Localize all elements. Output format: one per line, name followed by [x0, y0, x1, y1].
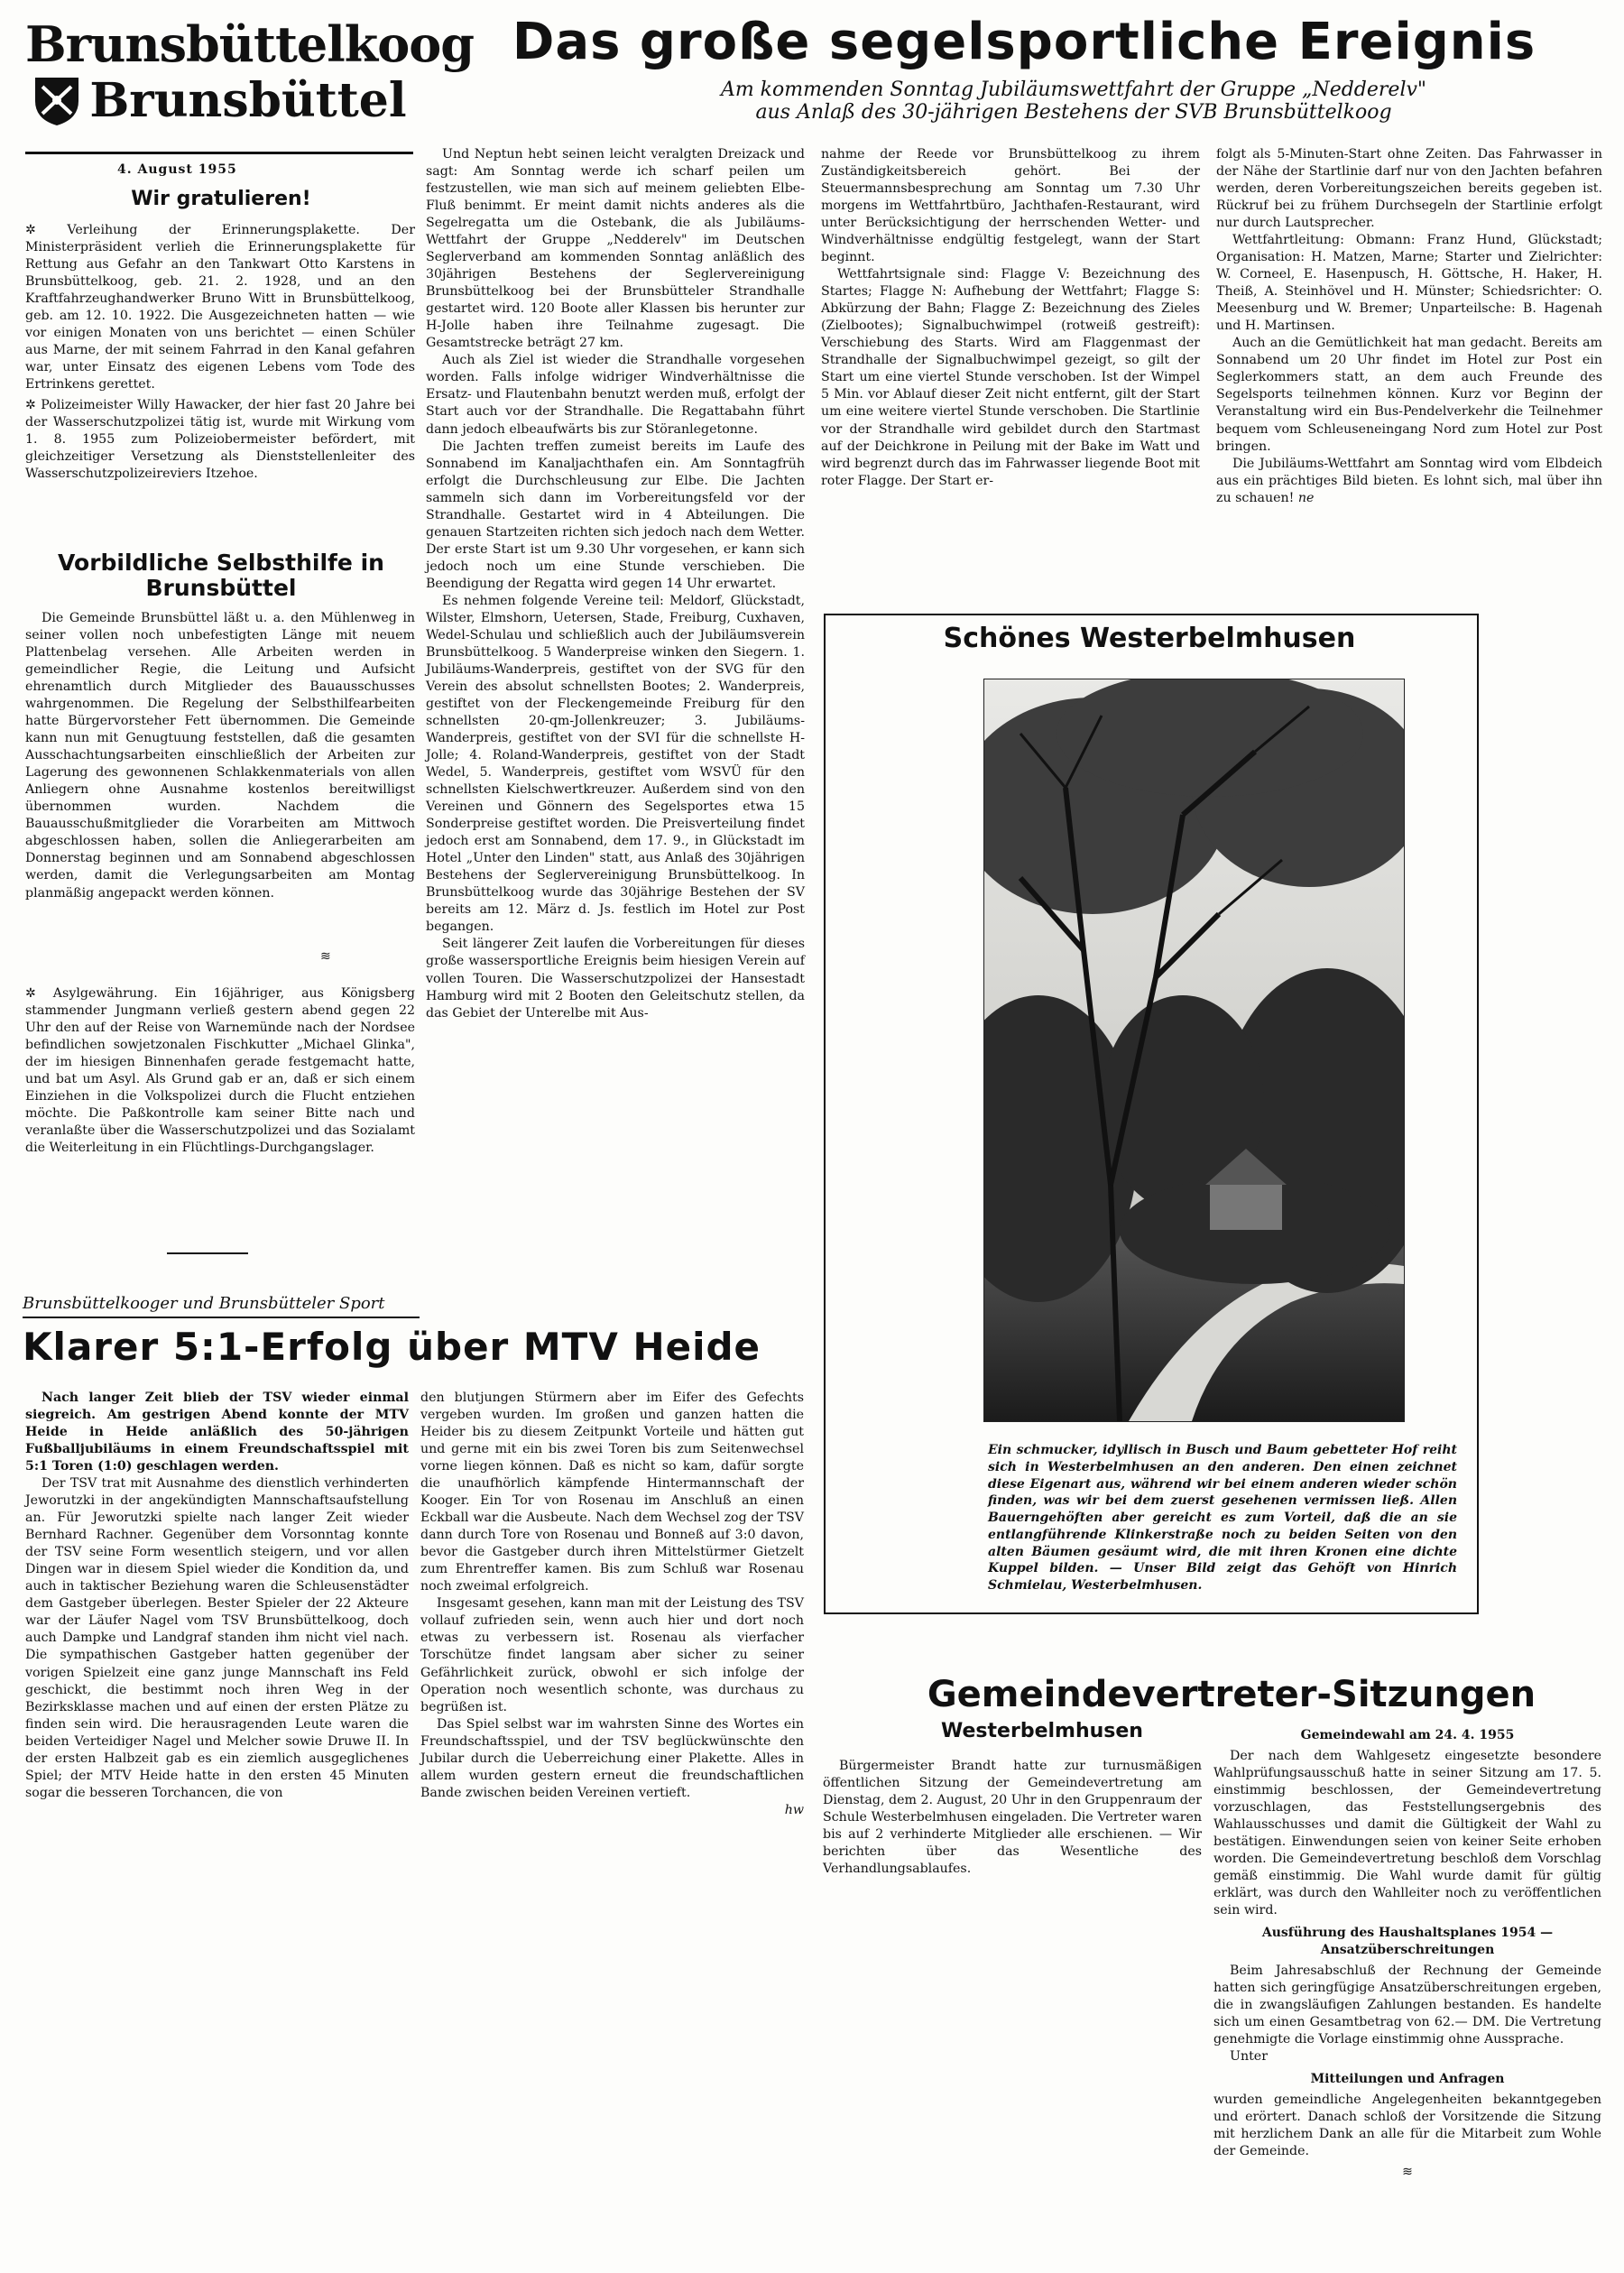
photo-feature-title: Schönes Westerbelmhusen	[943, 623, 1356, 654]
regatta-p4: Es nehmen folgende Vereine teil: Meldorf, Glückstadt, Wilster, Elmshorn, Uetersen, Stade, Freiburg, Cuxhaven, Wedel-Schulau und schließlich auch der Jubiläumsverein Brunsbüttelkoog. 5 Wanderpreise winken den Siegern. 1. Jubiläums-Wanderpreis, gestiftet von der SVG für den Verein des absolut schnellsten Bootes; 2. Wanderpreis, gestiftet von der Fleckengemeinde Freiburg für den schnellsten 20-qm-Jollenkreuzer; 3. Jubiläums-Wanderpreis, gestiftet von der SVI für die schnellste H-Jolle; 4. Roland-Wanderpreis, gestiftet von der Stadt Wedel, 5. Wanderpreis, gestiftet vom WSVÜ für den schnellsten Kielschwertkreuzer. Außerdem sind von den Vereinen und Gönnern des Segelsportes etwa 15 Sonderpreise gestiftet worden. Die Preisverteilung findet jedoch erst am Sonnabend, dem 17. 9., in Glückstadt im Hotel „Unter den Linden" statt, aus Anlaß des 30jährigen Bestehens der Seglervereinigung Brunsbüttelkoog. In Brunsbüttelkoog wurde das 30jährige Bestehen der SV bereits am 12. März d. Js. festlich im Hotel zur Post begangen.	[426, 593, 805, 935]
council-unter: Unter	[1230, 2048, 1268, 2064]
farmstead-photo	[983, 679, 1405, 1422]
sport-headline: Klarer 5:1-Erfolg über MTV Heide	[23, 1325, 761, 1369]
column-sport-2	[420, 1390, 804, 1819]
masthead-line1: Brunsbüttelkoog	[25, 15, 474, 73]
masthead-rule	[25, 152, 413, 154]
council-p1: Bürgermeister Brandt hatte zur turnusmäßigen öffentlichen Sitzung der Gemeindevertretung am Dienstag, dem 2. August, 20 Uhr in den Gruppenraum der Schule Westerbelmhusen eingeladen. Die Vertreter waren bis auf 2 verhinderte Mitglieder alle erschienen. — Wir berichten über das Wesentliche des Verhandlungsablaufes.	[823, 1759, 1202, 1877]
divider	[167, 1252, 248, 1254]
regatta-p6: nahme der Reede vor Brunsbüttelkoog zu ihrem Zuständigkeitsbereich gehört. Bei der Steuermannsbesprechung am Sonntag um 7.30 Uhr morgens im Wettfahrtbüro, Jachthafen-Restaurant, wird unter Berücksichtigung der herrschenden Wetter- und Windverhältnisse endgültig festgelegt, wann der Start beginnt.	[821, 147, 1200, 265]
column-asyl	[25, 985, 415, 1157]
council-subhead-wahl: Gemeindewahl am 24. 4. 1955	[1300, 1728, 1515, 1742]
main-headline: Das große segelsportliche Ereignis	[512, 13, 1536, 71]
sport-p1: Der TSV trat mit Ausnahme des dienstlich verhinderten Jeworutzki in der angekündigten Mannschaftsaufstellung an. Für Jeworutzki spielte nach langer Zeit wieder Bernhard Rachner. Gegenüber dem Vorsonntag konnte der TSV seine Form wesentlich steigern, und vor allen Dingen war in diesem Spiel wieder die Kondition da, und auch in taktischer Beziehung waren die Schleusenstädter dem Gastgeber überlegen. Bester Spieler der 22 Akteure war der Läufer Nagel vom TSV Brunsbüttelkoog, doch auch Dampke und Landgraf standen ihm nicht viel nach. Die sympathischen Gastgeber hatten gegenüber der vorigen Spielzeit eine ganz junge Mannschaft ins Feld geschickt, die bestimmt noch ihren Weg in der Bezirksklasse machen und auf einen der ersten Plätze zu finden sein wird. Die herausragenden Leute waren die beiden Verteidiger Nagel und Melcher sowie Druwe II. In der ersten Halbzeit gab es ein ziemlich ausgeglichenes Spiel; der MTV Heide hatte in den ersten 45 Minuten sogar die besseren Torchancen, die von	[25, 1476, 409, 1800]
sport-label-rule	[23, 1317, 420, 1318]
column-sport-1	[25, 1390, 409, 1802]
heading-wir-gratulieren: Wir gratulieren!	[131, 188, 311, 210]
article-selbsthilfe: Die Gemeinde Brunsbüttel läßt u. a. den Mühlenweg in seiner vollen noch unbefestigten Länge mit neuem Plattenbelag versehen. Alle Arbeiten werden in gemeindlicher Regie, die Leitung und Aufsicht ehrenamtlich durch Mitglieder des Bauausschusses wahrgenommen. Die Regelung der Selbsthilfearbeiten hatte Bürgervorsteher Fett übernommen. Die Gemeinde kann nun mit Genugtuung feststellen, daß die gesamten Ausschachtungsarbeiten einschließlich der Arbeiten zur Lagerung des gewonnenen Schlakkenmaterials von allen Anliegern ohne Ausnahme kostenlos bereitwilligst übernommen wurden. Nachdem die Bauausschußmitglieder die Vorarbeiten am Mittwoch abgeschlossen haben, sollen die Anliegerarbeiten am Donnerstag beginnen und am Sonnabend abgeschlossen werden, damit die Verlegungsarbeiten am Montag planmäßig angepackt werden können.	[25, 611, 415, 901]
regatta-p9: Wettfahrtleitung: Obmann: Franz Hund, Glückstadt; Organisation: H. Matzen, Marne; Starter und Zielrichter: W. Corneel, E. Hasenpusch, H. Göttsche, H. Haker, H. Theiß, A. Steinhövel und H. Münster; Schiedsrichter: O. Meesenburg und W. Bremer; Unparteilsche: B. Hagenah und H. Martinsen.	[1216, 233, 1602, 334]
sport-p4: Das Spiel selbst war im wahrsten Sinne des Wortes ein Freundschaftsspiel, und der TSV beglückwünschte den Jubilar durch die Ueberreichung einer Plakette. Alles in allem wurden gestern erneut die freundschaftlichen Bande zwischen beiden Vereinen vertieft.	[420, 1716, 804, 1800]
section-ornament-icon: ≋	[320, 949, 331, 964]
main-subheadline	[541, 79, 1606, 124]
column-regatta-1	[426, 146, 805, 1022]
regatta-p10: Auch an die Gemütlichkeit hat man gedacht. Bereits am Sonnabend um 20 Uhr findet im Hotel zur Post ein Seglerkommers statt, an dem auch Freunde des Segelsports teilnehmen können. Kurz vor Beginn der Veranstaltung wird ein Bus-Pendelverkehr die Teilnehmer bequem vom Schleuseneingang Nord zum Hotel zur Post bringen.	[1216, 336, 1602, 454]
farmstead-photo-image	[984, 679, 1404, 1421]
regatta-p11	[1216, 456, 1602, 507]
council-subhead-mitteilungen: Mitteilungen und Anfragen	[1310, 2071, 1505, 2086]
article-erinnerungsplakette: ✲ Verleihung der Erinnerungsplakette. Der Ministerpräsident verlieh die Erinnerungsplakette für Rettung aus Gefahr an den Tankwart Otto Karstens in Brunsbüttelkoog, geb. 21. 2. 1928, und an den Kraftfahrzeughandwerker Bruno Witt in Brunsbüttelkoog, geb. am 12. 10. 1922. Die Ausgezeichneten hatten — wie vor einigen Monaten von uns berichtet — einen Schüler aus Marne, der mit seinem Fahrrad in den Kanal gefahren war, unter Einsatz des eigenen Lebens vom Tode des Ertrinkens gerettet.	[25, 223, 415, 393]
council-place: Westerbelmhusen	[941, 1720, 1143, 1742]
council-p4: wurden gemeindliche Angelegenheiten bekanntgegeben und erörtert. Danach schloß der Vorsitzende die Sitzung mit herzlichem Dank an alle für die Mitarbeit zum Wohle der Gemeinde.	[1213, 2092, 1601, 2158]
article-polizeimeister: ✲ Polizeimeister Willy Hawacker, der hier fast 20 Jahre bei der Wasserschutzpolizei tätig ist, wurde mit Wirkung vom 1. 8. 1955 zum Polizeiobermeister befördert, mit gleichzeitiger Versetzung als Dienststellenleiter des Wasserschutzpolizeireviers Itzehoe.	[25, 398, 415, 482]
council-p3: Beim Jahresabschluß der Rechnung der Gemeinde hatten sich geringfügige Ansatzüberschreitungen ergeben, die in zwangsläufigen Zahlungen bestanden. Es handelte sich um einen Gesamtbetrag von 62.— DM. Die Vertretung genehmigte die Vorlage einstimmig ohne Aussprache.	[1213, 1963, 1601, 2047]
column-local-news	[25, 222, 415, 483]
council-p2: Der nach dem Wahlgesetz eingesetzte besondere Wahlprüfungsausschuß hatte in seiner Sitzung am 17. 5. einstimmig beschlossen, der Gemeindevertretung vorzuschlagen, das Feststellungsergebnis des Wahlausschusses und damit die Gültigkeit der Wahl zu bestätigen. Einwendungen seien von keiner Seite erhoben worden. Die Gemeindevertretung beschloß dem Vorschlag gemäß einstimmig. Die Wahl wurde damit für gültig erklärt, was durch den Wahlleiter noch zu veröffentlichen sein wird.	[1213, 1748, 1601, 1918]
sport-lead: Nach langer Zeit blieb der TSV wieder einmal siegreich. Am gestrigen Abend konnte der MTV Heide in Heide anläßlich des 50-jährigen Fußballjubiläums in einem Freundschaftsspiel mit 5:1 Toren (1:0) geschlagen werden.	[25, 1391, 409, 1474]
photo-caption: Ein schmucker, idyllisch in Busch und Baum gebetteter Hof reiht sich in Westerbelmhusen an den anderen. Den einen zeichnet diese Eigenart aus, während wir bei einem anderen wieder schön finden, was wir bei dem zuerst gesehenen vermissen ließ. Allen Bauerngehöften aber gereicht es zum Vorteil, daß die an sie entlangführende Klinkerstraße noch zu beiden Seiten von den alten Bäumen gesäumt wird, die mit ihren Kronen eine dichte Kuppel bilden. — Unser Bild zeigt das Gehöft von Hinrich Schmielau, Westerbelmhusen.	[988, 1443, 1457, 1593]
sport-p3: Insgesamt gesehen, kann man mit der Leistung des TSV vollauf zufrieden sein, wenn auch hier und dort noch etwas zu verbessern ist. Rosenau als vierfacher Torschütze findet langsam aber sicher zu seiner Gefährlichkeit zurück, obwohl er sich infolge der Operation noch wesentlich schonte, was durchaus zu begrüßen ist.	[420, 1596, 804, 1714]
regatta-p1: Und Neptun hebt seinen leicht veralgten Dreizack und sagt: Am Sonntag werde ich scharf peilen um festzustellen, wie man sich auf meinem geliebten Elbe-Fluß benimmt. Er meint damit nichts anderes als die Segelregatta um die Ostebank, die als Jubiläums-Wettfahrt der Gruppe „Nedderelv" im Deutschen Seglerverband am kommenden Sonntag anläßlich des 30jährigen Bestehens der Seglervereinigung Brunsbüttelkoog bei der Brunsbütteler Strandhalle gestartet wird. 120 Boote aller Klassen bis herunter zur H-Jolle haben ihre Teilnahme zugesagt. Die Gesamtstrecke beträgt 27 km.	[426, 147, 805, 351]
end-ornament-icon: ≋	[1402, 2164, 1413, 2179]
coat-of-arms-icon	[32, 74, 82, 128]
sport-p2: den blutjungen Stürmern aber im Eifer des Gefechts vergeben wurden. Im großen und ganzen hatten die Heider bis zu diesem Zeitpunkt Vorteile und hätten gut und gerne mit ein bis zwei Toren bis zum Seitenwechsel vorne liegen können. Daß es nicht so kam, dafür sorgte die unaufhörlich kämpfende Hintermannschaft der Kooger. Ein Tor von Rosenau im Anschluß an einen Eckball war die Ausbeute. Nach dem Wechsel zog der TSV dann durch Tore von Rosenau und Bonneß auf 3:0 davon, bevor die Gastgeber durch ihren Mittelstürmer Gietzelt zum Ehrentreffer kamen. Bis zum Schluß war Rosenau noch zweimal erfolgreich.	[420, 1391, 804, 1594]
regatta-p8: folgt als 5-Minuten-Start ohne Zeiten. Das Fahrwasser in der Nähe der Startlinie darf nur von den Jachten befahren werden, deren Vorbereitungszeichen bereits gegeben ist. Rückruf bei zu frühem Durchsegeln der Startlinie erfolgt nur durch Lautsprecher.	[1216, 147, 1602, 231]
author-initials: ne	[1297, 490, 1315, 505]
masthead	[25, 15, 474, 128]
main-subheadline-line2: aus Anlaß des 30-jährigen Bestehens der SVB Brunsbüttelkoog	[755, 100, 1392, 124]
regatta-p7: Wettfahrtsignale sind: Flagge V: Bezeichnung des Startes; Flagge N: Aufhebung der Wettfahrt; Flagge S: Abkürzung der Bahn; Flagge Z: Bezeichnung des Zieles (Zielbootes); Signalbuchwimpel (rotweiß gestreift): Verschiebung des Starts. Wird am Flaggenmast der Strandhalle der Signalbuchwimpel gezeigt, so gilt der Start um eine viertel Stunde verschoben. Ist der Wimpel 5 Min. vor Ablauf dieser Zeit nicht entfernt, gilt der Start um eine weitere viertel Stunde verschoben. Die Startlinie vor der Strandhalle wird gebildet durch den Startmast auf der Deichkrone in Peilung mit der Bake im Watt und wird begrenzt durch das im Fahrwasser liegende Boot mit roter Flagge. Der Start er-	[821, 267, 1200, 488]
issue-date: 4. August 1955	[117, 162, 237, 177]
sport-section-label: Brunsbüttelkooger und Brunsbütteler Sport	[23, 1294, 385, 1313]
regatta-p3: Die Jachten treffen zumeist bereits im Laufe des Sonnabend im Kanaljachthafen ein. Am Sonntagfrüh erfolgt die Durchschleusung zur Elbe. Die Jachten sammeln sich dann im Vorbereitungsfeld vor der Strandhalle. Gestartet wird in 4 Abteilungen. Die genauen Startzeiten richten sich jedoch nach dem Wetter. Der erste Start ist um 9.30 Uhr vorgesehen, er kann sich jedoch noch um eine Stunde verschieben. Die Beendigung der Regatta wird gegen 14 Uhr erwartet.	[426, 439, 805, 591]
column-regatta-2	[821, 146, 1200, 490]
regatta-p11-text: Die Jubiläums-Wettfahrt am Sonntag wird vom Elbdeich aus ein prächtiges Bild bieten. Es lohnt sich, mal über ihn zu schauen!	[1216, 456, 1602, 505]
regatta-p5: Seit längerer Zeit laufen die Vorbereitungen für dieses große wassersportliche Ereignis beim hiesigen Verein auf vollen Touren. Die Wasserschutzpolizei der Hansestadt Hamburg wird mit 2 Booten den Geleitschutz stellen, da das Gebiet der Unterelbe mit Aus-	[426, 937, 805, 1021]
column-regatta-3	[1216, 146, 1602, 507]
main-subheadline-line1: Am kommenden Sonntag Jubiläumswettfahrt der Gruppe „Nedderelv"	[720, 79, 1427, 101]
masthead-line2-row	[25, 74, 413, 128]
heading-selbsthilfe: Vorbildliche Selbsthilfe in Brunsbüttel	[58, 550, 384, 601]
column-council-1	[823, 1758, 1202, 1878]
article-asylgewaehrung: ✲ Asylgewährung. Ein 16jähriger, aus Königsberg stammender Jungmann verließ gestern abend gegen 22 Uhr den auf der Reise von Warnemünde nach der Nordsee befindlichen sowjetzonalen Fischkutter „Michael Glinka", der im hiesigen Binnenhafen gerade festgemacht hatte, und bat um Asyl. Als Grund gab er an, daß er sich einem Einziehen in die Volkspolizei durch die Flucht entziehen möchte. Die Paßkontrolle kam seiner Bitte nach und veranlaßte über die Wasserschutzpolizei und das Sozialamt die Weiterleitung in ein Flüchtlings-Durchgangslager.	[25, 986, 415, 1156]
sport-author-initials: hw	[784, 1802, 804, 1817]
council-headline: Gemeindevertreter-Sitzungen	[927, 1674, 1536, 1715]
column-selbsthilfe	[25, 610, 415, 902]
regatta-p2: Auch als Ziel ist wieder die Strandhalle vorgesehen worden. Falls infolge widriger Windverhältnisse die Ersatz- und Flautenbahn benutzt werden muß, erfolgt der Start auch vor der Strandhalle. Die Regattabahn führt dann jedoch elbeaufwärts bis zur Störanlegetonne.	[426, 353, 805, 437]
council-subhead-haushalt: Ausführung des Haushaltsplanes 1954 — Ansatzüberschreitungen	[1261, 1926, 1554, 1957]
masthead-line2: Brunsbüttel	[89, 73, 407, 128]
column-council-2	[1213, 1722, 1601, 2180]
